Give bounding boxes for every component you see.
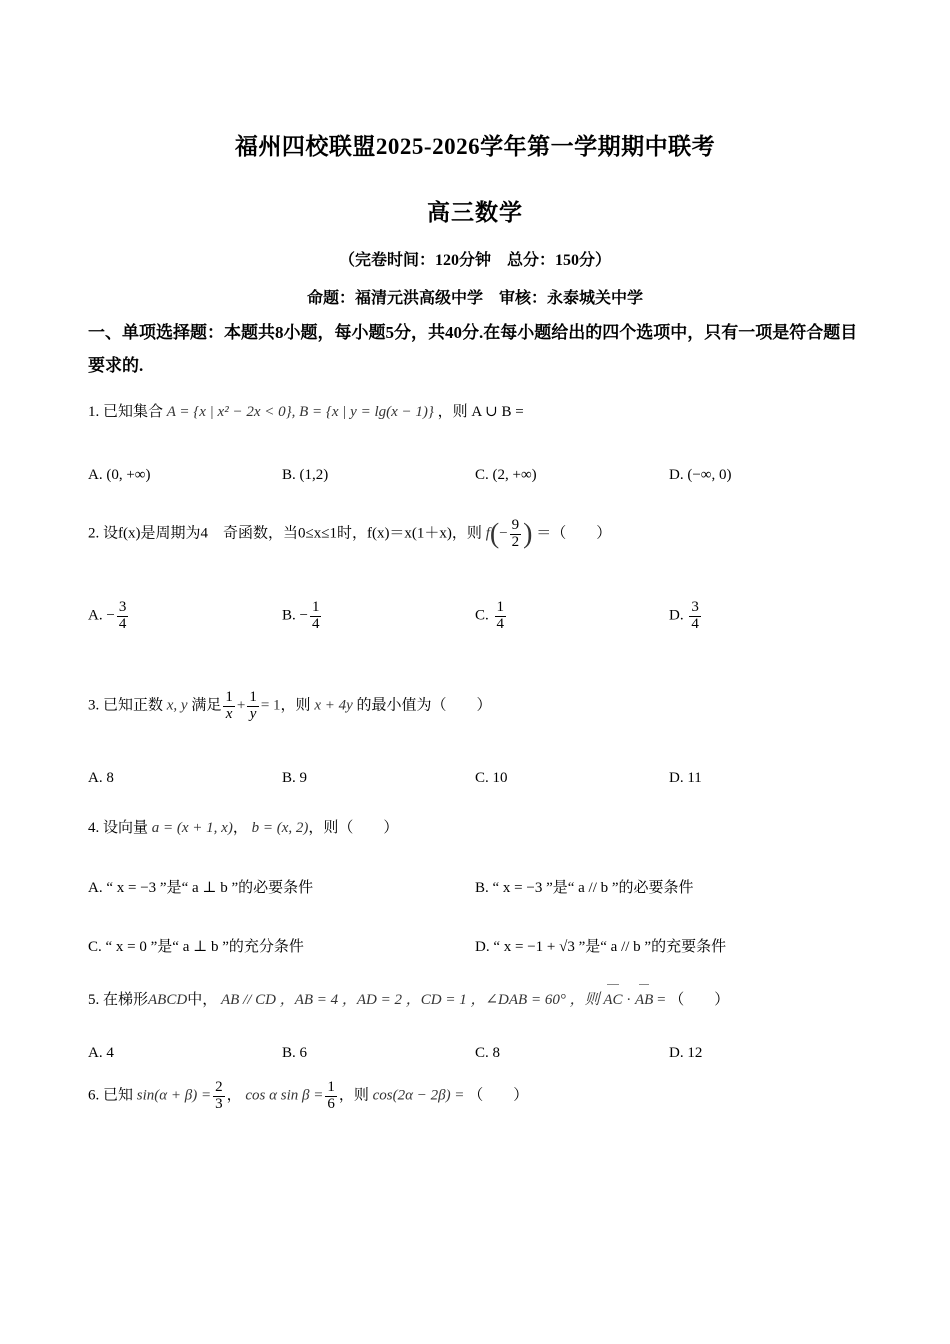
question-text: ，则 [338,1087,369,1104]
option-c[interactable]: C. (2, +∞) [475,467,537,483]
options-q1 [88,467,888,497]
option-b[interactable]: B. (1,2) [282,467,329,483]
question-text: 满足 [191,697,222,714]
question-text: 设f(x)是周期为4 奇函数，当0≤x≤1时，f(x)＝x(1＋x)，则 [103,525,482,542]
option-a[interactable]: A. − $\frac{3}{4}$ [88,599,127,632]
question-number: 6. [88,1087,100,1104]
question-number: 1. [88,404,100,420]
function-symbol: f [485,525,490,542]
question-4: 4. 设向量 a = (x + 1, x)， b = (x, 2)，则（ ） [88,820,399,836]
fraction: $\frac{1}{6}$ [327,1079,335,1112]
option-b[interactable]: B. − $\frac{1}{4}$ [282,599,320,632]
question-text: 已知正数 [103,697,164,714]
question-number: 3. [88,697,100,714]
option-d[interactable]: D. 12 [669,1045,703,1061]
question-text: 设向量 [103,820,149,836]
question-text: ，则 [280,697,311,714]
close-paren: ) [523,518,533,550]
fraction: $\frac{9}{2}$ [511,517,520,550]
question-conditions: AB // CD ，AB = 4 ，AD = 2 ，CD = 1 ，∠DAB = 60° ，则 [220,992,600,1008]
options-q2 [88,600,888,644]
option-d[interactable]: D. 11 [669,770,702,786]
option-c[interactable]: C. 8 [475,1045,501,1061]
question-text: 已知集合 [103,404,164,420]
question-text: ，则 A ∪ B = [437,404,524,420]
question-1 [88,400,524,421]
equation-2: cos α sin β = [245,1087,324,1104]
question-text: 在梯形 [103,992,149,1008]
fraction: $\frac{1}{x}$ [225,689,233,722]
option-b[interactable]: B. “ x = −3 ”是“ a // b ”的必要条件 [475,880,694,896]
fraction: $\frac{1}{y}$ [249,689,257,722]
option-a[interactable]: A. (0, +∞) [88,467,151,483]
vector-ab: AB [635,992,654,1008]
option-c[interactable]: C. “ x = 0 ”是“ a ⊥ b ”的充分条件 [88,939,304,955]
question-text: 的最小值为（ ） [356,697,492,714]
section-heading: 一、单项选择题：本题共8小题，每小题5分，共40分.在每小题给出的四个选项中，只有一项是符合题目要求的. [88,323,858,375]
trapezoid-name: ABCD [148,992,188,1008]
question-number: 2. [88,525,100,542]
question-vars: x, y [166,697,188,714]
option-a[interactable]: A. “ x = −3 ”是“ a ⊥ b ”的必要条件 [88,880,314,896]
question-2 [88,518,611,551]
question-number: 4. [88,820,100,836]
option-b[interactable]: B. 6 [282,1045,308,1061]
exam-info: （完卷时间：120分钟 总分：150分） [338,252,611,269]
question-number: 5. [88,992,100,1008]
question-text: （ ） [669,992,730,1008]
question-3: 3. 已知正数 x, y 满足 $\frac{1}{x}$ + $\frac{1}{y}$ = 1，则 x + 4y 的最小值为（ ） [88,689,492,722]
question-text: ＝（ ） [536,525,612,542]
question-text: 已知 [103,1087,134,1104]
exam-title: 福州四校联盟2025-2026学年第一学期期中联考 [234,134,716,159]
options-q3 [88,770,888,800]
equation-1: sin(α + β) = [136,1087,212,1104]
question-6: 6. 已知 sin(α + β) = $\frac{2}{3}$ ， cos α sin β = $\frac{1}{6}$ ，则 cos(2α − 2β) = （ ） [88,1079,529,1112]
target-expr: cos(2α − 2β) = [372,1087,465,1104]
question-text: 中， [187,992,218,1008]
option-a[interactable]: A. 8 [88,770,114,786]
question-expr: x + 4y [314,697,353,714]
fraction: $\frac{2}{3}$ [215,1079,223,1112]
vector-b: b = (x, 2) [251,820,309,836]
open-paren: ( [489,518,500,550]
option-a[interactable]: A. 4 [88,1045,114,1061]
option-d[interactable]: D. $\frac{3}{4}$ [669,599,699,632]
minus-sign: − [499,525,508,542]
exam-authors: 命题：福清元洪高级中学 审核：永泰城关中学 [306,290,643,307]
options-q5 [88,1045,888,1075]
option-c[interactable]: C. $\frac{1}{4}$ [475,599,505,632]
question-text: （ ） [468,1087,529,1104]
vector-a: a = (x + 1, x) [151,820,233,836]
vector-ac: AC [603,992,623,1008]
subject-title: 高三数学 [427,200,523,225]
question-math: A = {x | x² − 2x < 0}, B = {x | y = lg(x − 1)} [166,404,434,420]
question-5: 5. 在梯形ABCD中， AB // CD ，AB = 4 ，AD = 2 ，CD = 1 ，∠DAB = 60° ，则 AC · AB = （ ） [88,992,730,1008]
option-d[interactable]: D. “ x = −1 + √3 ”是“ a // b ”的充要条件 [475,939,727,955]
option-d[interactable]: D. (−∞, 0) [669,467,732,483]
option-c[interactable]: C. 10 [475,770,508,786]
condition-rhs: = 1 [260,697,281,714]
option-b[interactable]: B. 9 [282,770,308,786]
question-text: ，则（ ） [308,820,399,836]
